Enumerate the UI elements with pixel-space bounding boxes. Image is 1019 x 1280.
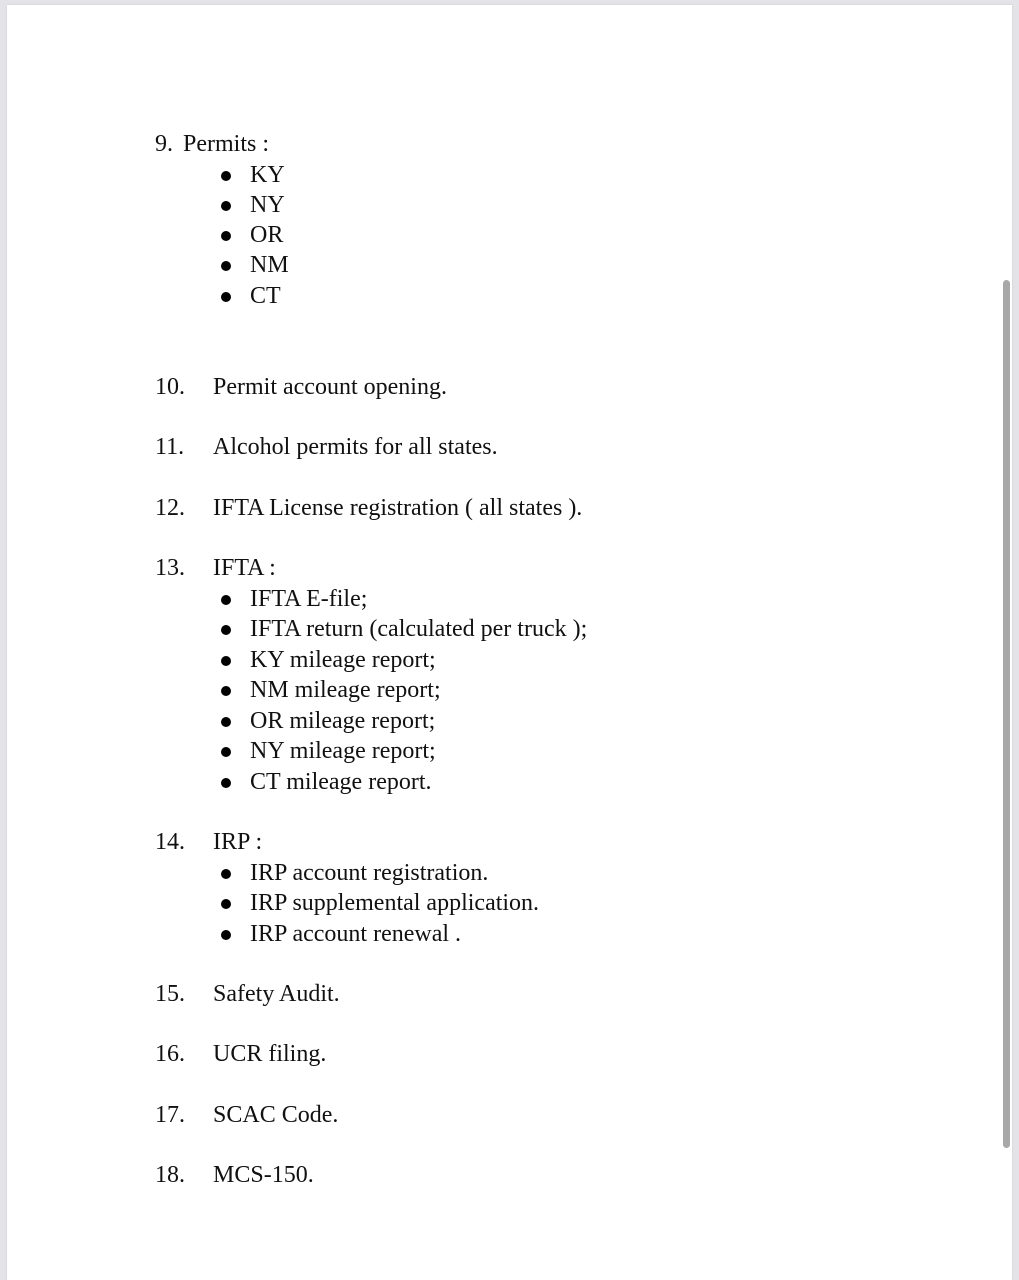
bullet-text: KY (250, 162, 285, 188)
item-number: 13. (155, 555, 185, 581)
bullet-text: IFTA E-file; (250, 586, 368, 612)
document-page (7, 5, 1012, 1280)
bullet-text: NY mileage report; (250, 738, 436, 764)
item-number: 14. (155, 829, 185, 855)
bullet-text: IRP account registration. (250, 860, 489, 886)
item-title: MCS-150. (213, 1162, 314, 1188)
bullet-text: OR mileage report; (250, 708, 436, 734)
bullet-icon (221, 778, 231, 788)
item-number: 10. (155, 374, 185, 400)
item-number: 9. (155, 131, 173, 157)
item-title: Safety Audit. (213, 981, 340, 1007)
bullet-icon (221, 747, 231, 757)
item-title: IFTA License registration ( all states ). (213, 495, 583, 521)
bullet-icon (221, 686, 231, 696)
item-number: 16. (155, 1041, 185, 1067)
bullet-icon (221, 869, 231, 879)
item-number: 18. (155, 1162, 185, 1188)
bullet-text: KY mileage report; (250, 647, 436, 673)
bullet-text: IFTA return (calculated per truck ); (250, 616, 588, 642)
bullet-text: IRP account renewal . (250, 921, 462, 947)
bullet-icon (221, 595, 231, 605)
bullet-icon (221, 899, 231, 909)
item-title: Permit account opening. (213, 374, 447, 400)
bullet-text: NY (250, 192, 285, 218)
item-title: IRP : (213, 829, 263, 855)
item-number: 12. (155, 495, 185, 521)
item-title: Permits : (183, 131, 270, 157)
bullet-text: OR (250, 222, 284, 248)
item-title: UCR filing. (213, 1041, 327, 1067)
bullet-icon (221, 231, 231, 241)
bullet-text: CT (250, 283, 281, 309)
bullet-text: IRP supplemental application. (250, 890, 540, 916)
bullet-icon (221, 201, 231, 211)
item-number: 11. (155, 434, 185, 460)
bullet-text: CT mileage report. (250, 769, 432, 795)
vertical-scrollbar-thumb[interactable] (1003, 280, 1010, 1148)
bullet-text: NM mileage report; (250, 677, 441, 703)
item-title: Alcohol permits for all states. (213, 434, 498, 460)
bullet-text: NM (250, 252, 289, 278)
item-title: SCAC Code. (213, 1102, 339, 1128)
bullet-icon (221, 656, 231, 666)
item-number: 15. (155, 981, 185, 1007)
bullet-icon (221, 261, 231, 271)
bullet-icon (221, 171, 231, 181)
bullet-icon (221, 292, 231, 302)
bullet-icon (221, 717, 231, 727)
item-number: 17. (155, 1102, 185, 1128)
bullet-icon (221, 930, 231, 940)
item-title: IFTA : (213, 555, 276, 581)
bullet-icon (221, 625, 231, 635)
